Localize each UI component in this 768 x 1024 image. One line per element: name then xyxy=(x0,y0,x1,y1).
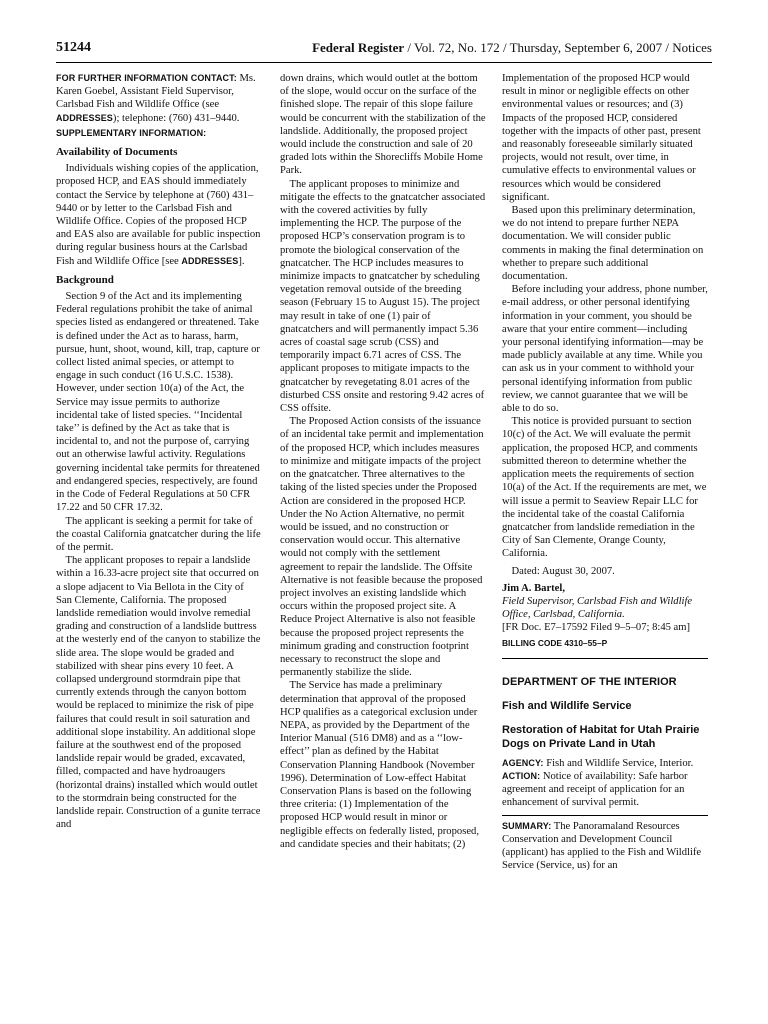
agency-text: Fish and Wildlife Service, Interior. xyxy=(543,757,694,769)
summary-label: SUMMARY: xyxy=(502,820,552,831)
column-2 xyxy=(280,72,486,851)
running-head xyxy=(312,40,712,56)
department-heading: DEPARTMENT OF THE INTERIOR xyxy=(502,675,677,688)
signature-block xyxy=(502,565,708,650)
body-paragraph: The Proposed Action consists of the issuance of an incidental take permit and implementation of the proposed HCP, which includes measures to minimize and mitigate impacts of the project on the gnatcatcher. Three alternatives to the taking of the listed species under the Proposed Action are considered in the proposed HCP. Under the No Action Alternative, no permit would be issued, and no construction or conservation would occur. This alternative would not comply with the settlement agreement to repair the landslide. The Offsite Alternative is not feasible because the proposed project involves an existing landslide which occurs within the proposed project site. A Reduce Project Alternative is also not feasible because the proposed project represents the minimum grading and construction footprint necessary to reconstruct the slope and permanently stabilize the slide. xyxy=(280,416,484,679)
signer-name: Jim A. Bartel, xyxy=(502,582,565,594)
column-3 xyxy=(502,72,708,872)
issue-details: / Vol. 72, No. 172 / Thursday, September 6, 2007 / Notices xyxy=(404,40,712,55)
body-paragraph: Based upon this preliminary determination, we do not intend to prepare further NEPA documentation. We will consider public comments in making the final determination on whether to prepare such additional documentation. xyxy=(502,205,704,283)
body-paragraph: The Service has made a preliminary determination that approval of the proposed HCP qualifies as a categorical exclusion under NEPA, as provided by the Department of the Interior Manual (516 DM8) and as a ‘‘low-effect’’ plan as defined by the Habitat Conservation Planning Handbook (November 1996). Determination of Low-effect Habitat Conservation Plans is based on the following three criteria: (1) Implementation of the proposed HCP would result in minor or negligible effects on federally listed, proposed, and candidate species and their habitats; (2) xyxy=(280,680,479,850)
notice-title: Restoration of Habitat for Utah Prairie Dogs on Private Land in Utah xyxy=(502,723,700,750)
body-paragraph: This notice is provided pursuant to section 10(c) of the Act. We will evaluate the permit application, the proposed HCP, and comments submitted thereon to determine whether the application meets the requirements of section 10(a) of the Act. If the requirements are met, we will issue a permit to Seaview Repair LLC for the incidental take of the coastal California gnatcatcher from landslide remediation in the City of San Clemente, Orange County, California. xyxy=(502,416,707,560)
availability-text: Individuals wishing copies of the application, proposed HCP, and EAS should immediately contact the Service by telephone at (760) 431–9440 or by letter to the Carlsbad Fish and Wildlife Office. Copies of the proposed HCP and EAS also are available for public inspection during regular business hours at the Carlsbad Fish and Wildlife Office [see xyxy=(56,163,261,267)
service-heading: Fish and Wildlife Service xyxy=(502,699,632,712)
addresses-ref: ADDRESSES xyxy=(181,255,239,266)
body-paragraph: down drains, which would outlet at the bottom of the slope, would occur on the surface of the finished slope. The repair of this slope failure would be concurrent with the stabilization of the landslide. Additionally, the proposed project would include the construction and sale of 20 graded lots within the Shorecliffs Mobile Home Park. xyxy=(280,73,486,177)
background-paragraph-3: The applicant proposes to repair a landslide within a 16.33-acre project site that occurred on a slope adjacent to Via Bellota in the City of San Clemente, California. The proposed landslide remediation would involve remedial grading and construction of a landslide buttress at the westerly end of the canyon to stabilize the slide area. The slope would be graded and stabilized with shear pins every 10 feet. A collapsed underground stormdrain pipe that currently extends through the canyon bottom would be replaced to minimize the risk of pipe failures that could result in soil saturation and additional slope instability. An additional slope failure at the southwest end of the proposed landslide repair would be graded, excavated, filled, compacted and have hydroaugers (horizontal drains) installed which would outlet to the stormdrain being constructed for the landslide repair. Construction of a gunite terrace and xyxy=(56,555,261,831)
contact-phone: ); telephone: (760) 431–9440. xyxy=(112,112,240,124)
background-heading: Background xyxy=(56,273,114,286)
header-rule xyxy=(56,62,712,63)
background-paragraph-1: Section 9 of the Act and its implementing Federal regulations prohibit the take of animal species listed as endangered or threatened. Take is defined under the Act as to harass, harm, pursue, hunt, shoot, wound, kill, trap, capture or collect listed animal species, or attempt to engage in such conduct (16 U.S.C. 1538). However, under section 10(a) of the Act, the Service may issue permits to authorize incidental take of listed species. ‘‘Incidental take’’ is defined by the Act as take that is incidental to, and not the purpose of, carrying out an otherwise lawful activity. Regulations governing incidental take permits for threatened and endangered species, respectively, are found in the Code of Federal Regulations at 50 CFR 17.22 and 50 CFR 17.32. xyxy=(56,291,260,514)
background-paragraph-2: The applicant is seeking a permit for take of the coastal California gnatcatcher during the life of the permit. xyxy=(56,515,261,553)
fr-doc-line: [FR Doc. E7–17592 Filed 9–5–07; 8:45 am] xyxy=(502,622,691,634)
agency-label: AGENCY: xyxy=(502,757,544,768)
dated-line: Dated: August 30, 2007. xyxy=(511,565,615,577)
supplementary-label: SUPPLEMENTARY INFORMATION: xyxy=(56,127,207,138)
body-paragraph: The applicant proposes to minimize and mitigate the effects to the gnatcatcher associated with the covered activities by fully implementing the HCP. The purpose of the proposed HCP’s conservation program is to promote the biological conservation of the gnatcatcher. The HCP includes measures to minimize impacts to gnatcatcher by scheduling vegetation removal outside of the breeding season (February 15 to August 15). The project may result in take of one (1) pair of gnatcatchers and will permanently impact 5.36 acres of coastal sage scrub (CSS) and temporarily impact 6.71 acres of CSS. The applicant proposes to mitigate impacts to the gnatcatcher by revegetating 8.01 acres of the disturbed CSS onsite and restoring 9.42 acres of CSS offsite. xyxy=(280,178,486,415)
action-paragraph xyxy=(502,770,708,810)
body-paragraph: Implementation of the proposed HCP would result in minor or negligible effects on other environmental values or resources; and (3) Impacts of the proposed HCP, considered together with the impacts of other past, present and reasonably foreseeable similarly situated projects, would not result, over time, in cumulative effects to environmental values or resources which would be considered significant. xyxy=(502,73,701,203)
billing-code: BILLING CODE 4310–55–P xyxy=(502,637,608,648)
contact-paragraph xyxy=(56,72,262,125)
addresses-ref: ADDRESSES xyxy=(56,112,113,123)
summary-paragraph xyxy=(502,820,708,873)
availability-paragraph xyxy=(56,162,262,268)
page-number: 51244 xyxy=(56,40,91,55)
page-header xyxy=(56,40,712,60)
publication-name: Federal Register xyxy=(312,40,405,55)
action-label: ACTION: xyxy=(502,770,541,781)
contact-label: FOR FURTHER INFORMATION CONTACT: xyxy=(56,73,237,83)
summary-text: The Panoramaland Resources Conservation and Development Council (applicant) has applied to the Fish and Wildlife Service (Service, us) for an xyxy=(502,820,702,872)
section-divider xyxy=(502,658,708,659)
signer-title: Field Supervisor, Carlsbad Fish and Wildlife Office, Carlsbad, California. xyxy=(502,595,693,621)
availability-heading: Availability of Documents xyxy=(56,146,178,159)
body-paragraph: Before including your address, phone number, e-mail address, or other personal identifying information in your comment, you should be aware that your entire comment—including your personal identifying information—may be made publicly available at any time. While you can ask us in your comment to withhold your personal identifying information from public review, we cannot guarantee that we will be able to do so. xyxy=(502,284,708,415)
summary-divider xyxy=(502,815,708,816)
action-text: Notice of availability: Safe harbor agreement and receipt of application for an enhancement of survival permit. xyxy=(502,770,688,809)
agency-paragraph xyxy=(502,757,708,770)
availability-text-end: ]. xyxy=(238,255,245,267)
contact-text: Ms. Karen Goebel, Assistant Field Supervisor, Carlsbad Fish and Wildlife Office (see xyxy=(56,73,256,111)
supplementary-label-line xyxy=(56,127,262,140)
column-1 xyxy=(56,72,262,831)
